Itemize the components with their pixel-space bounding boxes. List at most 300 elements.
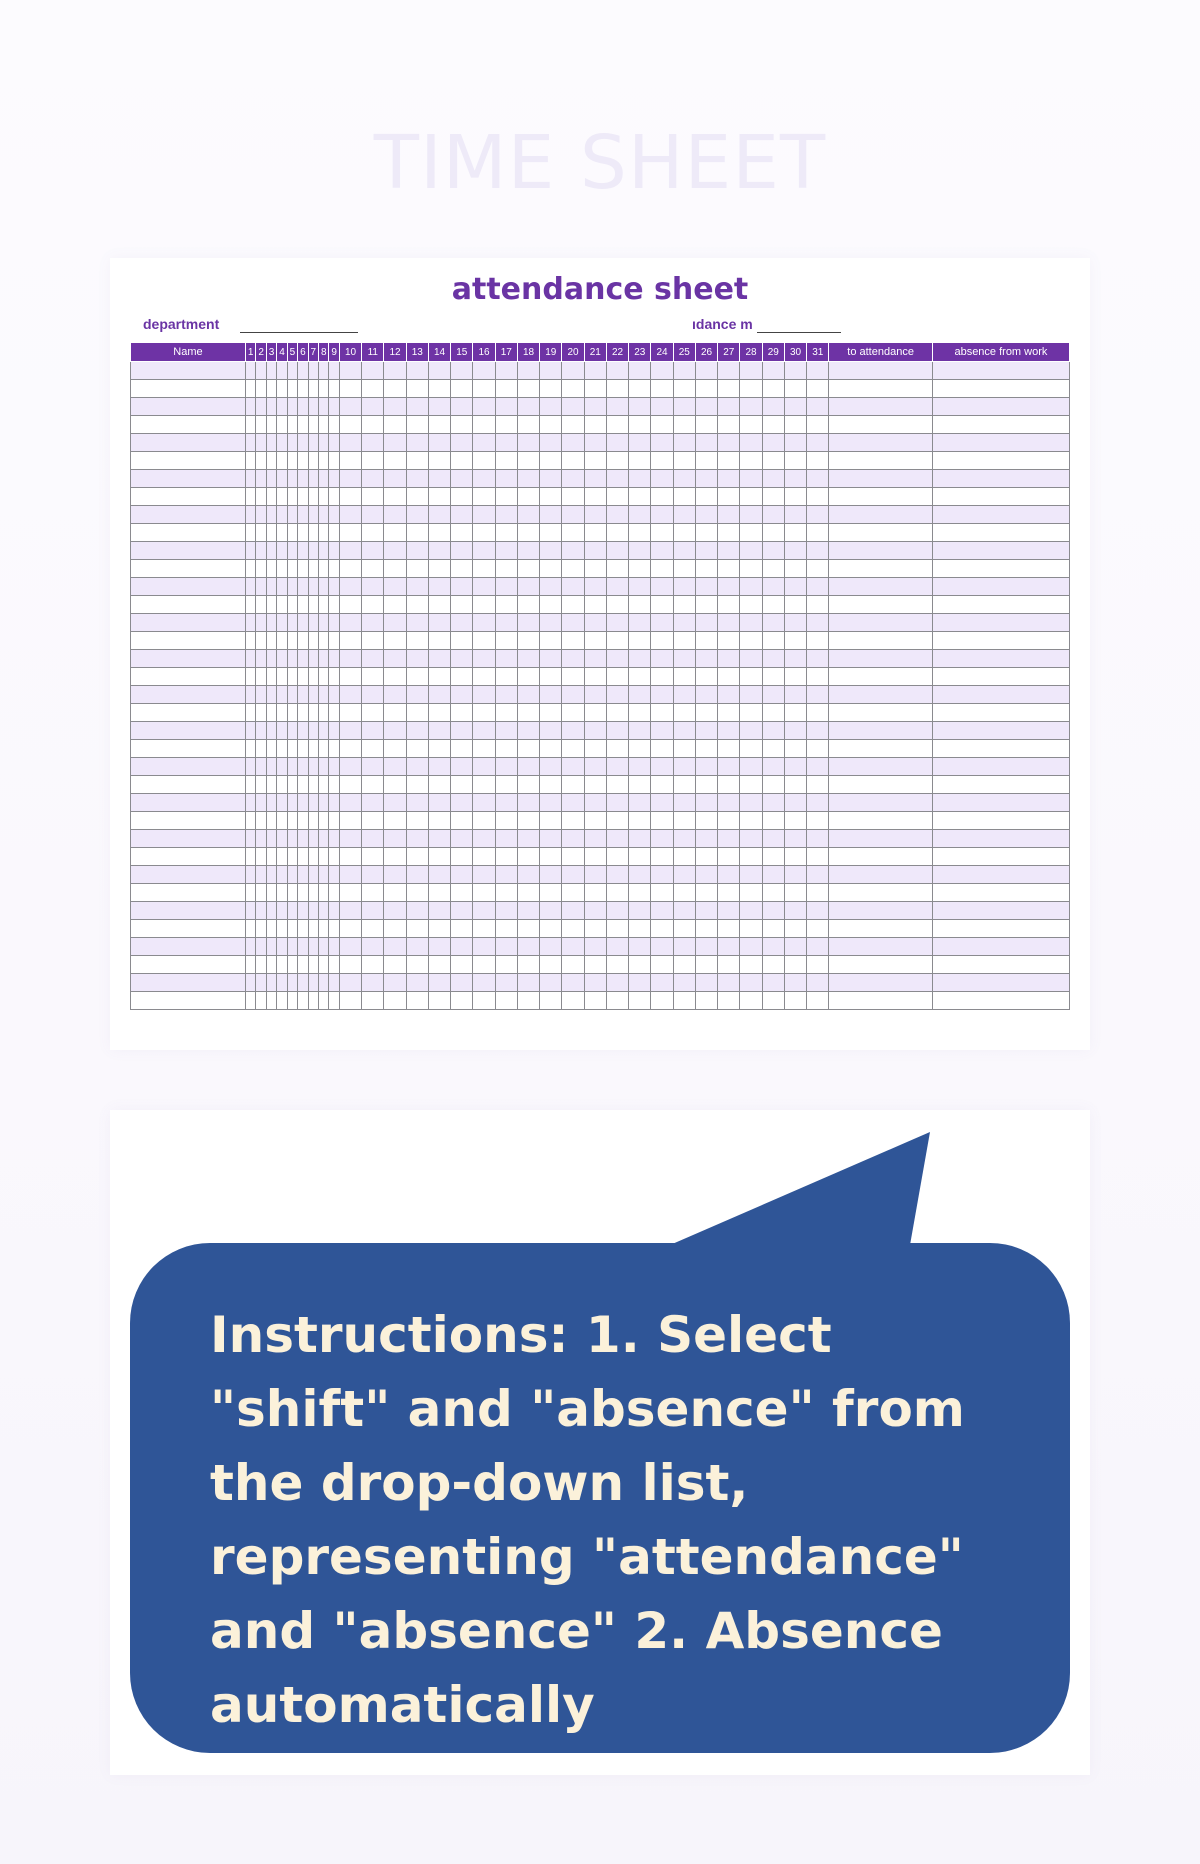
table-cell[interactable] xyxy=(319,830,329,848)
table-cell[interactable] xyxy=(298,902,308,920)
table-cell[interactable] xyxy=(932,416,1069,434)
table-cell[interactable] xyxy=(362,686,384,704)
table-cell[interactable] xyxy=(451,992,473,1010)
table-cell[interactable] xyxy=(428,956,450,974)
table-cell[interactable] xyxy=(256,542,266,560)
table-cell[interactable] xyxy=(784,668,806,686)
table-cell[interactable] xyxy=(718,416,740,434)
table-cell[interactable] xyxy=(473,938,495,956)
table-cell[interactable] xyxy=(695,884,717,902)
table-cell[interactable] xyxy=(673,920,695,938)
table-cell[interactable] xyxy=(428,938,450,956)
table-cell[interactable] xyxy=(266,650,276,668)
table-cell[interactable] xyxy=(287,920,297,938)
table-cell[interactable] xyxy=(329,776,339,794)
table-cell[interactable] xyxy=(807,380,829,398)
table-cell[interactable] xyxy=(584,578,606,596)
table-cell[interactable] xyxy=(362,776,384,794)
table-cell[interactable] xyxy=(562,560,584,578)
table-cell[interactable] xyxy=(562,578,584,596)
table-cell[interactable] xyxy=(718,938,740,956)
table-cell[interactable] xyxy=(629,848,651,866)
table-cell[interactable] xyxy=(584,560,606,578)
table-cell[interactable] xyxy=(540,380,562,398)
table-cell[interactable] xyxy=(495,362,517,380)
table-cell[interactable] xyxy=(651,776,673,794)
table-cell[interactable] xyxy=(562,668,584,686)
table-cell[interactable] xyxy=(673,362,695,380)
table-cell[interactable] xyxy=(266,794,276,812)
table-cell[interactable] xyxy=(266,884,276,902)
table-cell[interactable] xyxy=(829,866,932,884)
table-cell[interactable] xyxy=(384,848,406,866)
table-cell[interactable] xyxy=(629,614,651,632)
table-cell[interactable] xyxy=(606,902,628,920)
table-cell[interactable] xyxy=(266,920,276,938)
table-cell[interactable] xyxy=(298,650,308,668)
table-cell[interactable] xyxy=(673,704,695,722)
table-cell[interactable] xyxy=(718,848,740,866)
table-cell[interactable] xyxy=(428,776,450,794)
table-cell[interactable] xyxy=(428,974,450,992)
table-cell[interactable] xyxy=(256,560,266,578)
table-cell[interactable] xyxy=(740,470,762,488)
table-cell[interactable] xyxy=(339,830,361,848)
table-cell[interactable] xyxy=(245,398,255,416)
table-cell[interactable] xyxy=(584,794,606,812)
table-cell[interactable] xyxy=(287,686,297,704)
table-cell[interactable] xyxy=(339,794,361,812)
table-cell[interactable] xyxy=(762,452,784,470)
table-cell[interactable] xyxy=(829,884,932,902)
table-cell[interactable] xyxy=(673,758,695,776)
table-cell[interactable] xyxy=(384,362,406,380)
table-cell[interactable] xyxy=(606,686,628,704)
table-cell[interactable] xyxy=(829,758,932,776)
table-cell[interactable] xyxy=(428,470,450,488)
table-cell[interactable] xyxy=(584,614,606,632)
table-cell[interactable] xyxy=(329,542,339,560)
table-cell[interactable] xyxy=(540,830,562,848)
table-cell[interactable] xyxy=(266,470,276,488)
table-cell[interactable] xyxy=(362,758,384,776)
table-cell[interactable] xyxy=(540,524,562,542)
table-cell[interactable] xyxy=(517,938,539,956)
table-cell[interactable] xyxy=(473,434,495,452)
table-cell[interactable] xyxy=(718,362,740,380)
table-cell[interactable] xyxy=(718,884,740,902)
table-cell[interactable] xyxy=(629,920,651,938)
table-cell[interactable] xyxy=(256,974,266,992)
table-cell[interactable] xyxy=(784,488,806,506)
table-cell[interactable] xyxy=(651,686,673,704)
table-cell[interactable] xyxy=(718,920,740,938)
table-cell[interactable] xyxy=(339,686,361,704)
table-cell[interactable] xyxy=(339,920,361,938)
table-cell[interactable] xyxy=(562,974,584,992)
table-cell[interactable] xyxy=(562,884,584,902)
table-cell[interactable] xyxy=(651,938,673,956)
table-cell[interactable] xyxy=(562,848,584,866)
table-cell[interactable] xyxy=(131,614,246,632)
table-cell[interactable] xyxy=(308,470,318,488)
table-cell[interactable] xyxy=(562,488,584,506)
table-cell[interactable] xyxy=(473,866,495,884)
table-cell[interactable] xyxy=(362,542,384,560)
table-cell[interactable] xyxy=(298,812,308,830)
table-cell[interactable] xyxy=(807,974,829,992)
table-cell[interactable] xyxy=(695,614,717,632)
table-cell[interactable] xyxy=(932,866,1069,884)
table-cell[interactable] xyxy=(256,686,266,704)
table-cell[interactable] xyxy=(451,758,473,776)
table-cell[interactable] xyxy=(256,398,266,416)
table-cell[interactable] xyxy=(807,992,829,1010)
table-cell[interactable] xyxy=(673,650,695,668)
table-cell[interactable] xyxy=(406,506,428,524)
table-cell[interactable] xyxy=(762,434,784,452)
table-cell[interactable] xyxy=(829,848,932,866)
table-cell[interactable] xyxy=(829,596,932,614)
table-cell[interactable] xyxy=(562,776,584,794)
table-cell[interactable] xyxy=(562,686,584,704)
table-cell[interactable] xyxy=(517,722,539,740)
table-cell[interactable] xyxy=(277,416,287,434)
table-cell[interactable] xyxy=(562,416,584,434)
table-cell[interactable] xyxy=(451,524,473,542)
table-cell[interactable] xyxy=(406,812,428,830)
table-cell[interactable] xyxy=(298,578,308,596)
table-cell[interactable] xyxy=(298,434,308,452)
table-cell[interactable] xyxy=(406,974,428,992)
table-cell[interactable] xyxy=(266,776,276,794)
table-cell[interactable] xyxy=(428,902,450,920)
table-cell[interactable] xyxy=(584,488,606,506)
table-cell[interactable] xyxy=(308,578,318,596)
table-cell[interactable] xyxy=(473,524,495,542)
table-cell[interactable] xyxy=(629,596,651,614)
table-cell[interactable] xyxy=(673,398,695,416)
table-cell[interactable] xyxy=(406,848,428,866)
table-cell[interactable] xyxy=(718,578,740,596)
table-cell[interactable] xyxy=(256,452,266,470)
table-cell[interactable] xyxy=(131,920,246,938)
table-cell[interactable] xyxy=(629,974,651,992)
table-cell[interactable] xyxy=(131,812,246,830)
table-cell[interactable] xyxy=(266,812,276,830)
table-cell[interactable] xyxy=(740,488,762,506)
table-cell[interactable] xyxy=(584,416,606,434)
table-cell[interactable] xyxy=(584,920,606,938)
table-cell[interactable] xyxy=(718,398,740,416)
table-cell[interactable] xyxy=(606,776,628,794)
table-cell[interactable] xyxy=(319,398,329,416)
table-cell[interactable] xyxy=(740,722,762,740)
table-cell[interactable] xyxy=(339,722,361,740)
table-cell[interactable] xyxy=(339,488,361,506)
table-cell[interactable] xyxy=(606,434,628,452)
table-cell[interactable] xyxy=(629,992,651,1010)
table-cell[interactable] xyxy=(245,866,255,884)
table-cell[interactable] xyxy=(762,650,784,668)
table-cell[interactable] xyxy=(473,398,495,416)
table-cell[interactable] xyxy=(308,776,318,794)
table-cell[interactable] xyxy=(762,938,784,956)
table-cell[interactable] xyxy=(277,848,287,866)
table-cell[interactable] xyxy=(651,848,673,866)
table-cell[interactable] xyxy=(540,416,562,434)
table-cell[interactable] xyxy=(245,650,255,668)
table-cell[interactable] xyxy=(339,848,361,866)
table-cell[interactable] xyxy=(245,722,255,740)
table-cell[interactable] xyxy=(606,560,628,578)
table-cell[interactable] xyxy=(266,974,276,992)
table-cell[interactable] xyxy=(406,758,428,776)
table-cell[interactable] xyxy=(451,704,473,722)
table-cell[interactable] xyxy=(651,722,673,740)
table-cell[interactable] xyxy=(784,632,806,650)
table-cell[interactable] xyxy=(584,956,606,974)
table-cell[interactable] xyxy=(807,470,829,488)
table-cell[interactable] xyxy=(406,776,428,794)
table-cell[interactable] xyxy=(629,866,651,884)
table-cell[interactable] xyxy=(718,560,740,578)
table-cell[interactable] xyxy=(629,578,651,596)
table-cell[interactable] xyxy=(495,470,517,488)
table-cell[interactable] xyxy=(256,938,266,956)
table-cell[interactable] xyxy=(308,902,318,920)
table-cell[interactable] xyxy=(718,614,740,632)
table-cell[interactable] xyxy=(131,632,246,650)
table-cell[interactable] xyxy=(319,470,329,488)
table-cell[interactable] xyxy=(131,938,246,956)
table-cell[interactable] xyxy=(473,812,495,830)
table-cell[interactable] xyxy=(298,830,308,848)
table-cell[interactable] xyxy=(784,992,806,1010)
table-cell[interactable] xyxy=(451,668,473,686)
table-cell[interactable] xyxy=(695,956,717,974)
table-cell[interactable] xyxy=(562,740,584,758)
table-cell[interactable] xyxy=(384,704,406,722)
table-cell[interactable] xyxy=(287,596,297,614)
table-cell[interactable] xyxy=(629,524,651,542)
table-cell[interactable] xyxy=(673,560,695,578)
table-cell[interactable] xyxy=(451,596,473,614)
table-cell[interactable] xyxy=(308,812,318,830)
table-cell[interactable] xyxy=(362,992,384,1010)
table-cell[interactable] xyxy=(339,758,361,776)
table-cell[interactable] xyxy=(540,704,562,722)
table-cell[interactable] xyxy=(277,704,287,722)
table-cell[interactable] xyxy=(584,596,606,614)
table-cell[interactable] xyxy=(762,722,784,740)
table-cell[interactable] xyxy=(319,416,329,434)
table-cell[interactable] xyxy=(245,524,255,542)
table-cell[interactable] xyxy=(319,722,329,740)
table-cell[interactable] xyxy=(131,776,246,794)
table-cell[interactable] xyxy=(718,542,740,560)
table-cell[interactable] xyxy=(495,434,517,452)
table-cell[interactable] xyxy=(329,992,339,1010)
table-cell[interactable] xyxy=(932,380,1069,398)
table-cell[interactable] xyxy=(287,560,297,578)
table-cell[interactable] xyxy=(762,686,784,704)
table-cell[interactable] xyxy=(384,740,406,758)
table-cell[interactable] xyxy=(245,848,255,866)
table-cell[interactable] xyxy=(495,974,517,992)
table-cell[interactable] xyxy=(932,902,1069,920)
table-cell[interactable] xyxy=(308,758,318,776)
table-cell[interactable] xyxy=(807,506,829,524)
table-cell[interactable] xyxy=(329,758,339,776)
table-cell[interactable] xyxy=(266,416,276,434)
table-cell[interactable] xyxy=(384,470,406,488)
table-cell[interactable] xyxy=(673,974,695,992)
table-cell[interactable] xyxy=(277,794,287,812)
table-cell[interactable] xyxy=(762,974,784,992)
table-cell[interactable] xyxy=(362,434,384,452)
table-cell[interactable] xyxy=(784,398,806,416)
table-cell[interactable] xyxy=(807,956,829,974)
table-cell[interactable] xyxy=(606,758,628,776)
table-cell[interactable] xyxy=(651,398,673,416)
table-cell[interactable] xyxy=(718,866,740,884)
table-cell[interactable] xyxy=(298,560,308,578)
table-cell[interactable] xyxy=(932,578,1069,596)
table-cell[interactable] xyxy=(131,848,246,866)
table-cell[interactable] xyxy=(245,740,255,758)
table-cell[interactable] xyxy=(298,740,308,758)
table-cell[interactable] xyxy=(718,758,740,776)
table-cell[interactable] xyxy=(606,722,628,740)
table-cell[interactable] xyxy=(651,992,673,1010)
table-cell[interactable] xyxy=(517,920,539,938)
table-cell[interactable] xyxy=(277,812,287,830)
table-cell[interactable] xyxy=(266,560,276,578)
table-cell[interactable] xyxy=(740,866,762,884)
table-cell[interactable] xyxy=(784,794,806,812)
table-cell[interactable] xyxy=(584,470,606,488)
table-cell[interactable] xyxy=(308,884,318,902)
table-cell[interactable] xyxy=(495,938,517,956)
table-cell[interactable] xyxy=(266,542,276,560)
table-cell[interactable] xyxy=(606,866,628,884)
table-cell[interactable] xyxy=(673,866,695,884)
table-cell[interactable] xyxy=(384,578,406,596)
table-cell[interactable] xyxy=(629,452,651,470)
table-cell[interactable] xyxy=(584,704,606,722)
table-cell[interactable] xyxy=(287,902,297,920)
table-cell[interactable] xyxy=(584,992,606,1010)
table-cell[interactable] xyxy=(718,740,740,758)
table-cell[interactable] xyxy=(762,632,784,650)
table-cell[interactable] xyxy=(319,452,329,470)
table-cell[interactable] xyxy=(256,848,266,866)
table-cell[interactable] xyxy=(651,650,673,668)
table-cell[interactable] xyxy=(807,884,829,902)
table-cell[interactable] xyxy=(287,506,297,524)
table-cell[interactable] xyxy=(319,506,329,524)
table-cell[interactable] xyxy=(629,884,651,902)
table-cell[interactable] xyxy=(584,398,606,416)
table-cell[interactable] xyxy=(473,488,495,506)
table-cell[interactable] xyxy=(277,470,287,488)
table-cell[interactable] xyxy=(287,452,297,470)
table-cell[interactable] xyxy=(308,632,318,650)
table-cell[interactable] xyxy=(784,758,806,776)
table-cell[interactable] xyxy=(266,452,276,470)
table-cell[interactable] xyxy=(784,434,806,452)
table-cell[interactable] xyxy=(384,884,406,902)
table-cell[interactable] xyxy=(762,596,784,614)
table-cell[interactable] xyxy=(473,686,495,704)
table-cell[interactable] xyxy=(298,848,308,866)
table-cell[interactable] xyxy=(308,830,318,848)
table-cell[interactable] xyxy=(784,812,806,830)
table-cell[interactable] xyxy=(245,938,255,956)
table-cell[interactable] xyxy=(406,686,428,704)
table-cell[interactable] xyxy=(473,704,495,722)
table-cell[interactable] xyxy=(807,794,829,812)
table-cell[interactable] xyxy=(807,596,829,614)
table-cell[interactable] xyxy=(762,884,784,902)
table-cell[interactable] xyxy=(651,416,673,434)
table-cell[interactable] xyxy=(718,686,740,704)
table-cell[interactable] xyxy=(762,902,784,920)
table-cell[interactable] xyxy=(362,596,384,614)
table-cell[interactable] xyxy=(428,830,450,848)
table-cell[interactable] xyxy=(495,578,517,596)
table-cell[interactable] xyxy=(329,470,339,488)
table-cell[interactable] xyxy=(329,956,339,974)
table-cell[interactable] xyxy=(131,974,246,992)
table-cell[interactable] xyxy=(329,848,339,866)
table-cell[interactable] xyxy=(517,776,539,794)
table-cell[interactable] xyxy=(131,866,246,884)
table-cell[interactable] xyxy=(829,956,932,974)
table-cell[interactable] xyxy=(606,974,628,992)
table-cell[interactable] xyxy=(540,776,562,794)
table-cell[interactable] xyxy=(266,578,276,596)
table-cell[interactable] xyxy=(695,524,717,542)
table-cell[interactable] xyxy=(606,992,628,1010)
table-cell[interactable] xyxy=(362,416,384,434)
table-cell[interactable] xyxy=(584,884,606,902)
table-cell[interactable] xyxy=(298,722,308,740)
table-cell[interactable] xyxy=(829,668,932,686)
table-cell[interactable] xyxy=(932,470,1069,488)
table-cell[interactable] xyxy=(451,776,473,794)
table-cell[interactable] xyxy=(762,578,784,596)
table-cell[interactable] xyxy=(287,974,297,992)
table-cell[interactable] xyxy=(673,740,695,758)
table-cell[interactable] xyxy=(495,776,517,794)
table-cell[interactable] xyxy=(428,614,450,632)
table-cell[interactable] xyxy=(495,596,517,614)
table-cell[interactable] xyxy=(339,524,361,542)
table-cell[interactable] xyxy=(932,650,1069,668)
table-cell[interactable] xyxy=(406,488,428,506)
table-cell[interactable] xyxy=(718,524,740,542)
table-cell[interactable] xyxy=(695,974,717,992)
table-cell[interactable] xyxy=(319,434,329,452)
table-cell[interactable] xyxy=(517,956,539,974)
table-cell[interactable] xyxy=(329,830,339,848)
table-cell[interactable] xyxy=(287,794,297,812)
table-cell[interactable] xyxy=(651,362,673,380)
table-cell[interactable] xyxy=(256,740,266,758)
table-cell[interactable] xyxy=(245,542,255,560)
